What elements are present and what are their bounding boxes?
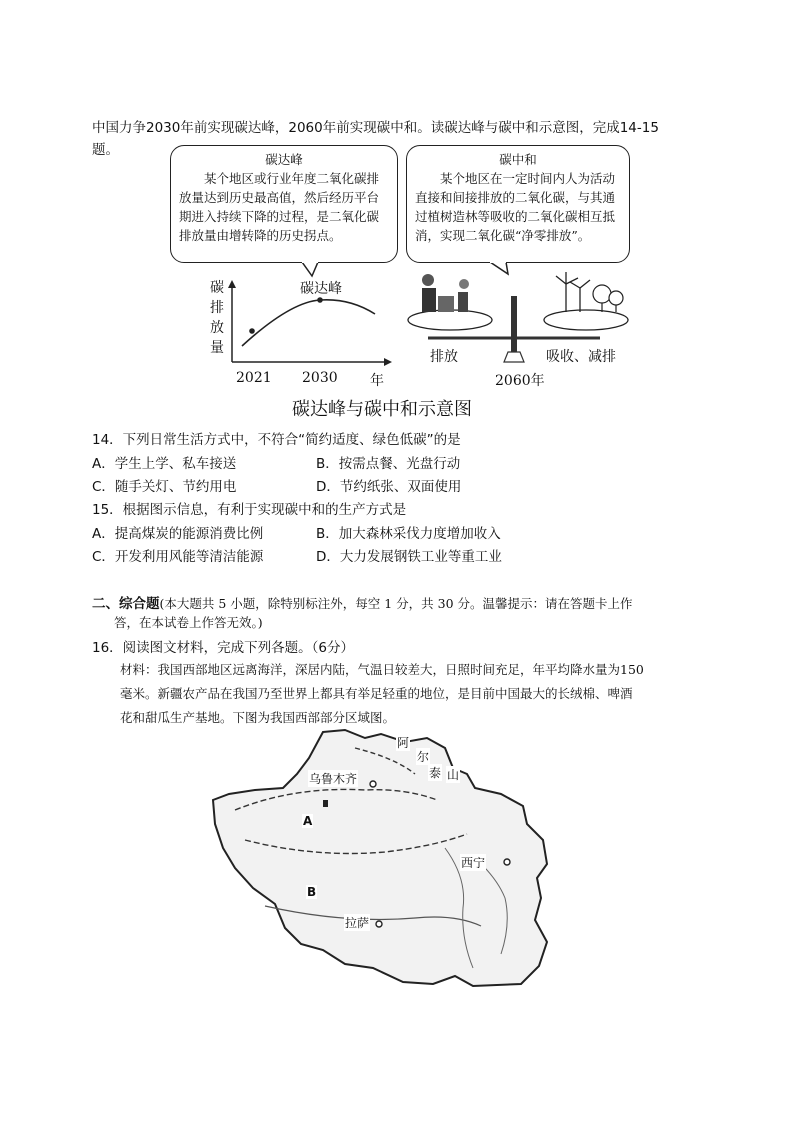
graph-y-label xyxy=(210,278,226,358)
graph-y-arrow xyxy=(228,280,236,288)
site-marker xyxy=(323,800,328,807)
urumqi-marker xyxy=(370,781,376,787)
left-pan xyxy=(408,310,492,330)
map-label-a: A xyxy=(303,814,313,828)
emission-curve xyxy=(242,300,375,346)
point-2030-peak xyxy=(317,297,323,303)
factory-icon xyxy=(422,274,469,312)
intro-line-1: 中国力争2030年前实现碳达峰，2060年前实现碳中和。读碳达峰与碳中和示意图，完成14-15 xyxy=(92,120,659,136)
peak-bubble-body: 某个地区或行业年度二氧化碳排放量达到历史最高值，然后经历平台期进入持续下降的过程，是二氧化碳排放量由增转降的历史拐点。 xyxy=(179,171,380,243)
wind-turbine-icon xyxy=(556,272,590,312)
emission-label: 排放 xyxy=(430,349,458,365)
q15-option-a[interactable]: A．提高煤炭的能源消费比例 xyxy=(92,526,264,542)
map-label-b: B xyxy=(307,885,317,899)
q14-option-c[interactable]: C．随手关灯、节约用电 xyxy=(92,479,237,495)
intro-line-2: 题。 xyxy=(92,142,119,158)
neutrality-bubble-title: 碳中和 xyxy=(499,152,537,167)
neutrality-definition-bubble xyxy=(406,145,630,263)
ylabel-char-1: 碳 xyxy=(210,280,224,296)
right-pan xyxy=(544,310,628,330)
q16-material-2: 毫米。新疆农产品在我国乃至世界上都具有举足轻重的地位，是目前中国最大的长绒棉、啤酒 xyxy=(120,686,633,701)
q16-stem: 16．阅读图文材料，完成下列各题。（6分） xyxy=(92,640,355,656)
scale-post xyxy=(511,296,517,352)
peak-bubble-tail-cover xyxy=(302,262,318,263)
map-label-xining: 西宁 xyxy=(461,856,486,870)
lhasa-marker xyxy=(376,921,382,927)
tick-2021: 2021 xyxy=(236,370,272,386)
neutrality-bubble-tail xyxy=(490,262,508,274)
map-label-altai-3: 泰 xyxy=(429,766,442,780)
absorption-label: 吸收、减排 xyxy=(546,349,616,365)
q14-option-b[interactable]: B．按需点餐、光盘行动 xyxy=(316,456,461,472)
q14-option-a[interactable]: A．学生上学、私车接送 xyxy=(92,456,237,472)
xining-marker xyxy=(504,859,510,865)
section2-note-1: (本大题共 5 小题，除特别标注外，每空 1 分，共 30 分。温馨提示：请在答题卡上作 xyxy=(159,596,633,611)
peak-label: 碳达峰 xyxy=(300,281,342,297)
point-2021 xyxy=(249,328,255,334)
tree-icon xyxy=(593,285,623,312)
q15-stem: 15．根据图示信息，有利于实现碳中和的生产方式是 xyxy=(92,502,407,518)
neutrality-bubble-body: 某个地区在一定时间内人为活动直接和间接排放的二氧化碳，与其通过植树造林等吸收的二氧化碳相互抵消，实现二氧化碳“净零排放”。 xyxy=(415,171,616,243)
q16-material-1: 材料：我国西部地区远离海洋，深居内陆，气温日较差大，日照时间充足，年平均降水量为150 xyxy=(120,662,644,677)
q14-option-d[interactable]: D．节约纸张、双面使用 xyxy=(316,479,462,495)
q15-option-c[interactable]: C．开发利用风能等清洁能源 xyxy=(92,549,264,565)
map-label-urumqi: 乌鲁木齐 xyxy=(309,772,358,786)
western-china-map xyxy=(205,728,555,990)
map-label-lhasa: 拉萨 xyxy=(345,916,370,930)
section2-heading: 二、综合题 xyxy=(92,596,160,612)
neutrality-bubble-tail-cover xyxy=(490,262,506,263)
year-2060-label: 2060年 xyxy=(495,373,545,389)
ylabel-char-3: 放 xyxy=(210,320,224,336)
peak-bubble-title: 碳达峰 xyxy=(265,152,303,167)
peak-bubble-tail xyxy=(302,262,318,276)
section2-header xyxy=(92,592,633,612)
graph-x-arrow xyxy=(384,358,392,366)
q16-material-3: 花和甜瓜生产基地。下图为我国西部部分区域图。 xyxy=(120,710,396,725)
tick-2030: 2030 xyxy=(302,370,338,386)
figure-caption: 碳达峰与碳中和示意图 xyxy=(292,399,472,420)
peak-definition-bubble xyxy=(170,145,398,263)
ylabel-char-2: 排 xyxy=(210,300,224,316)
ylabel-char-4: 量 xyxy=(210,340,224,356)
scale-base xyxy=(504,352,524,362)
q15-option-b[interactable]: B．加大森林采伐力度增加收入 xyxy=(316,526,501,542)
map-label-altai-2: 尔 xyxy=(417,750,430,764)
map-label-altai-4: 山 xyxy=(447,768,460,782)
section2-note-2: 答，在本试卷上作答无效。) xyxy=(114,615,263,630)
map-label-altai-1: 阿 xyxy=(397,736,410,750)
q14-stem: 14．下列日常生活方式中，不符合“简约适度、绿色低碳”的是 xyxy=(92,432,461,448)
q15-option-d[interactable]: D．大力发展钢铁工业等重工业 xyxy=(316,549,502,565)
tick-year-unit: 年 xyxy=(370,373,384,389)
